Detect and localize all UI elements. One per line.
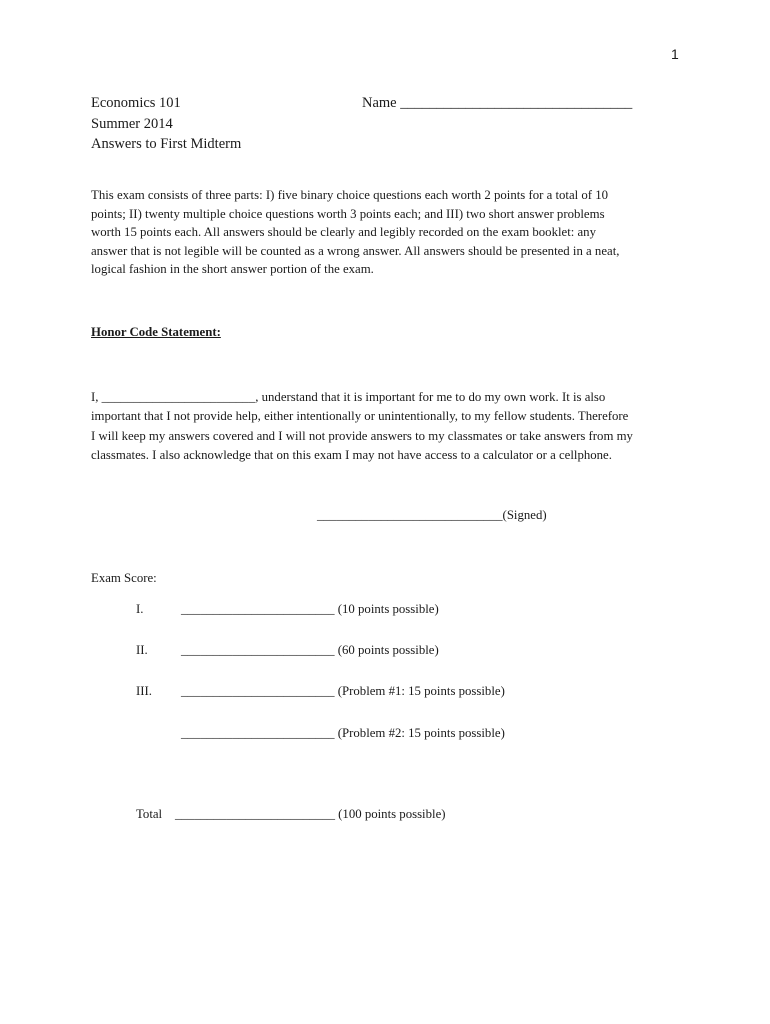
score-numeral: II. [136,643,148,657]
total-blank[interactable]: _________________________ (100 points possible) [175,807,446,821]
instruction-line: worth 15 points each. All answers should be clearly and legibly recorded on the exam booklet: any [91,225,596,240]
score-blank[interactable]: ________________________ (60 points possible) [181,643,439,657]
score-blank[interactable]: ________________________ (10 points possible) [181,602,439,616]
course-header [91,93,241,155]
instruction-line: points; II) twenty multiple choice questions worth 3 points each; and III) two short answer problems [91,206,605,221]
honor-line: I will keep my answers covered and I will not provide answers to my classmates or take answers from my [91,428,633,443]
total-label: Total [136,807,163,821]
course-name: Economics 101 [91,95,181,111]
exam-instructions [91,186,681,279]
honor-line: I, ________________________, understand that it is important for me to do my own work. It is also [91,390,606,404]
score-blank[interactable]: ________________________ (Problem #2: 15 points possible) [181,726,505,740]
exam-score-heading: Exam Score: [91,571,157,585]
course-term: Summer 2014 [91,115,173,132]
honor-line: classmates. I also acknowledge that on this exam I may not have access to a calculator or a cellphone. [91,448,612,463]
score-numeral: III. [136,684,152,698]
score-blank[interactable]: ________________________ (Problem #1: 15 points possible) [181,684,505,698]
score-numeral: I. [136,602,144,616]
honor-code-heading: Honor Code Statement: [91,325,221,339]
page-number: 1 [671,46,679,62]
instruction-line: logical fashion in the short answer portion of the exam. [91,262,374,277]
document-title: Answers to First Midterm [91,136,242,152]
name-field[interactable]: Name ________________________________ [362,95,633,111]
instruction-line: This exam consists of three parts: I) five binary choice questions each worth 2 points for a total of 10 [91,188,609,202]
signature-line[interactable]: _____________________________(Signed) [317,508,547,522]
instruction-line: answer that is not legible will be counted as a wrong answer. All answers should be presented in a neat, [91,243,620,258]
honor-line: important that I not provide help, either intentionally or unintentionally, to my fellow students. Therefore [91,409,629,424]
honor-code-statement [91,388,691,466]
